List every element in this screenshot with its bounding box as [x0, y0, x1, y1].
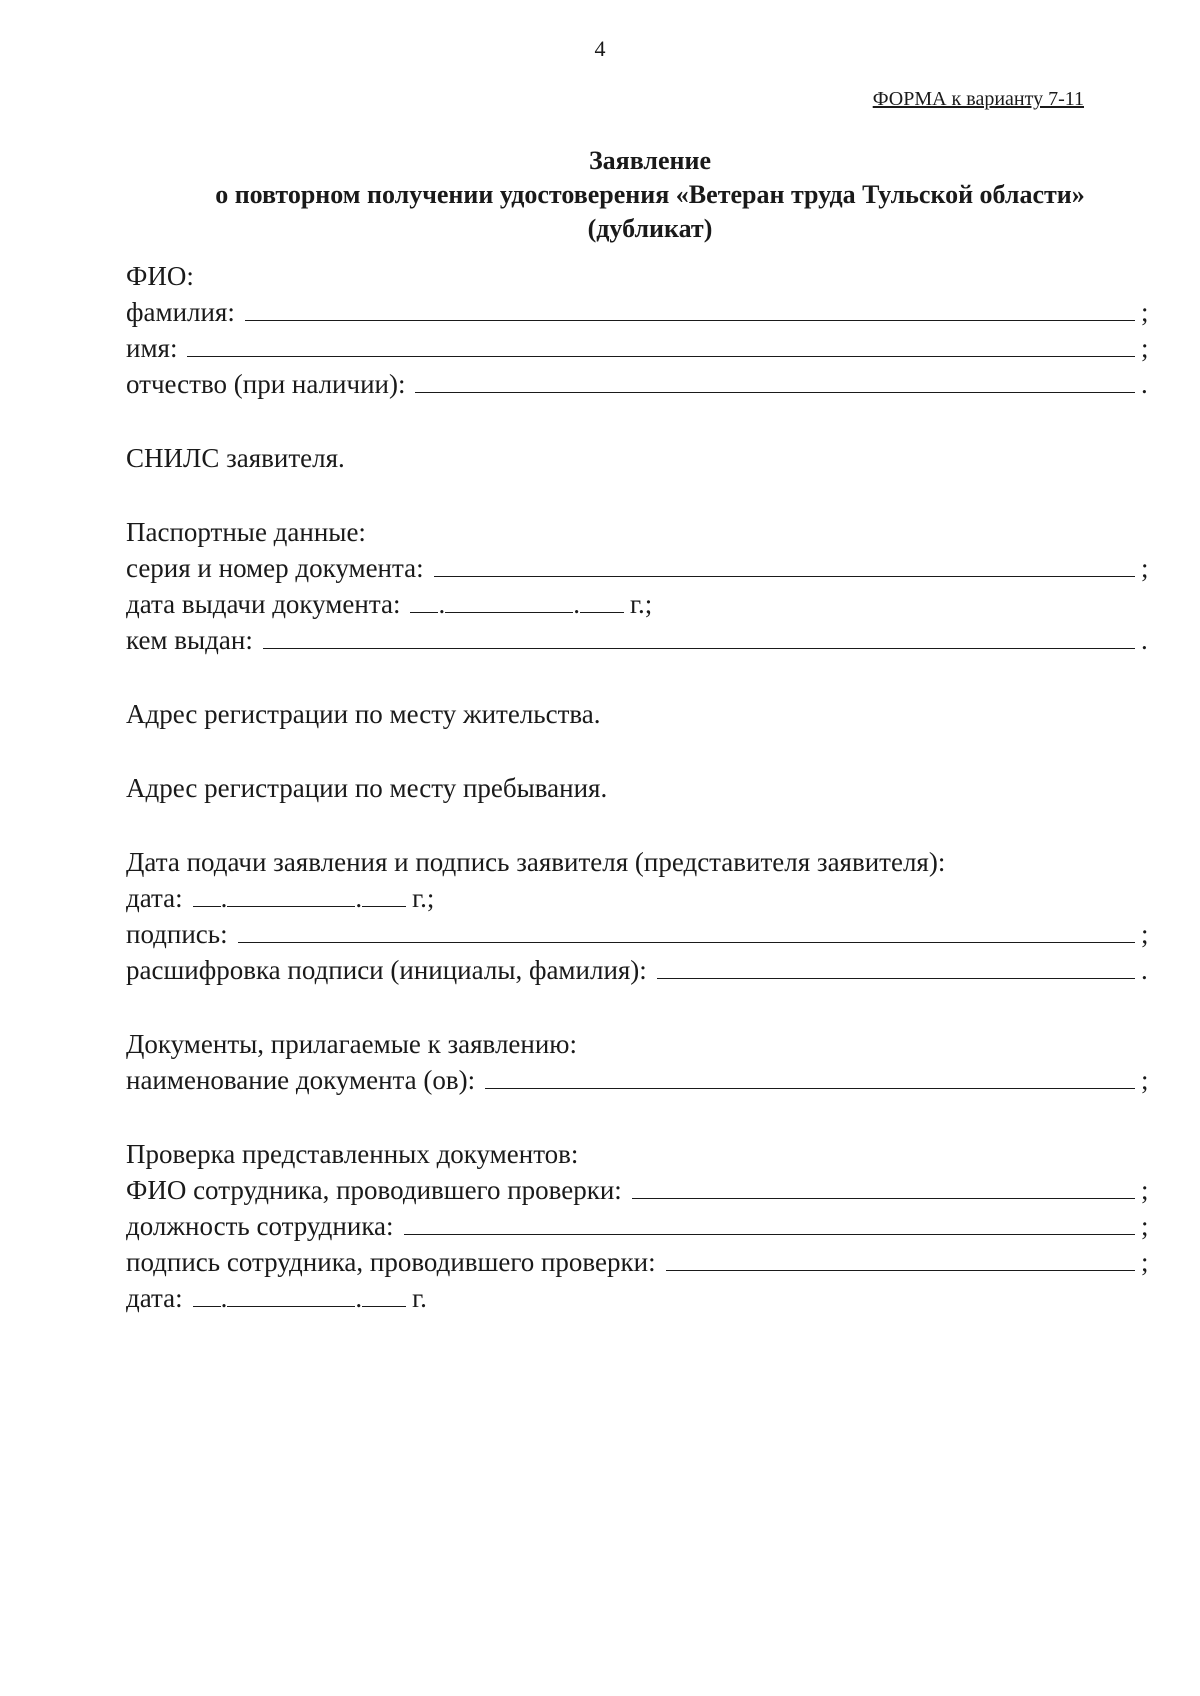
passport-series-end: ; — [1141, 553, 1149, 583]
patronymic-field[interactable] — [415, 391, 1135, 393]
documents-heading: Документы, прилагаемые к заявлению: — [126, 1029, 577, 1059]
passport-issue-month-field[interactable] — [445, 611, 573, 613]
year-suffix: г.; — [412, 883, 435, 913]
title-line-3: (дубликат) — [587, 214, 713, 243]
verification-date-row — [126, 1278, 1151, 1314]
date-dot: . — [220, 1283, 228, 1313]
submission-date-row — [126, 878, 1151, 914]
submission-heading: Дата подачи заявления и подпись заявителя (представителя заявителя): — [126, 847, 946, 877]
form-body — [126, 256, 1151, 1314]
address-residence-label: Адрес регистрации по месту жительства. — [126, 699, 601, 729]
fio-heading: ФИО: — [126, 261, 194, 291]
issued-by-end: . — [1141, 625, 1148, 655]
form-reference: ФОРМА к варианту 7-11 — [872, 88, 1084, 110]
passport-series-field[interactable] — [434, 575, 1135, 577]
passport-issue-date-label: дата выдачи документа: — [126, 589, 401, 619]
surname-row — [126, 292, 1151, 328]
verification-month-field[interactable] — [227, 1305, 355, 1307]
passport-issue-date-row — [126, 584, 1151, 620]
employee-position-field[interactable] — [404, 1233, 1135, 1235]
signature-decoding-end: . — [1141, 955, 1148, 985]
submission-day-field[interactable] — [193, 905, 221, 907]
document-name-row — [126, 1060, 1151, 1096]
signature-label: подпись: — [126, 919, 228, 949]
submission-year-field[interactable] — [362, 905, 406, 907]
passport-series-label: серия и номер документа: — [126, 553, 424, 583]
verification-date-label: дата: — [126, 1283, 183, 1313]
date-dot: . — [438, 589, 446, 619]
employee-signature-field[interactable] — [666, 1269, 1135, 1271]
employee-position-label: должность сотрудника: — [126, 1211, 394, 1241]
surname-end: ; — [1141, 297, 1149, 327]
signature-row — [126, 914, 1151, 950]
surname-label: фамилия: — [126, 297, 235, 327]
employee-position-row — [126, 1206, 1151, 1242]
document-name-label: наименование документа (ов): — [126, 1065, 476, 1095]
employee-signature-label: подпись сотрудника, проводившего проверки: — [126, 1247, 656, 1277]
name-row — [126, 328, 1151, 364]
title-line-1: Заявление — [588, 146, 712, 175]
date-dot: . — [355, 1283, 363, 1313]
year-suffix: г.; — [629, 589, 653, 619]
date-dot: . — [355, 883, 363, 913]
verification-heading: Проверка представленных документов: — [126, 1139, 579, 1169]
signature-decoding-row — [126, 950, 1151, 986]
submission-month-field[interactable] — [227, 905, 355, 907]
name-field[interactable] — [187, 355, 1135, 357]
employee-fio-row — [126, 1170, 1151, 1206]
employee-position-end: ; — [1141, 1211, 1149, 1241]
document-name-end: ; — [1141, 1065, 1149, 1095]
name-label: имя: — [126, 333, 178, 363]
issued-by-row — [126, 620, 1151, 656]
verification-day-field[interactable] — [193, 1305, 221, 1307]
name-end: ; — [1141, 333, 1149, 363]
address-stay-label: Адрес регистрации по месту пребывания. — [126, 773, 608, 803]
issued-by-field[interactable] — [263, 647, 1135, 649]
patronymic-end: . — [1141, 369, 1148, 399]
passport-issue-day-field[interactable] — [410, 611, 438, 613]
snils-label: СНИЛС заявителя. — [126, 443, 345, 473]
patronymic-label: отчество (при наличии): — [126, 369, 406, 399]
surname-field[interactable] — [245, 319, 1135, 321]
passport-heading: Паспортные данные: — [126, 517, 366, 547]
submission-date-label: дата: — [126, 883, 183, 913]
document-title — [150, 144, 1150, 246]
title-line-2: о повторном получении удостоверения «Ветеран труда Тульской области» — [215, 180, 1085, 209]
page-number: 4 — [594, 36, 606, 61]
date-dot: . — [220, 883, 228, 913]
passport-series-row — [126, 548, 1151, 584]
document-name-field[interactable] — [485, 1087, 1135, 1089]
patronymic-row — [126, 364, 1151, 400]
signature-end: ; — [1141, 919, 1149, 949]
signature-field[interactable] — [238, 941, 1135, 943]
employee-signature-row — [126, 1242, 1151, 1278]
year-suffix: г. — [412, 1283, 427, 1313]
issued-by-label: кем выдан: — [126, 625, 253, 655]
signature-decoding-field[interactable] — [657, 977, 1135, 979]
signature-decoding-label: расшифровка подписи (инициалы, фамилия): — [126, 955, 647, 985]
date-dot: . — [573, 589, 580, 619]
verification-year-field[interactable] — [362, 1305, 406, 1307]
employee-fio-end: ; — [1141, 1175, 1149, 1205]
employee-signature-end: ; — [1141, 1247, 1149, 1277]
passport-issue-year-field[interactable] — [580, 611, 624, 613]
employee-fio-label: ФИО сотрудника, проводившего проверки: — [126, 1175, 622, 1205]
employee-fio-field[interactable] — [632, 1197, 1135, 1199]
